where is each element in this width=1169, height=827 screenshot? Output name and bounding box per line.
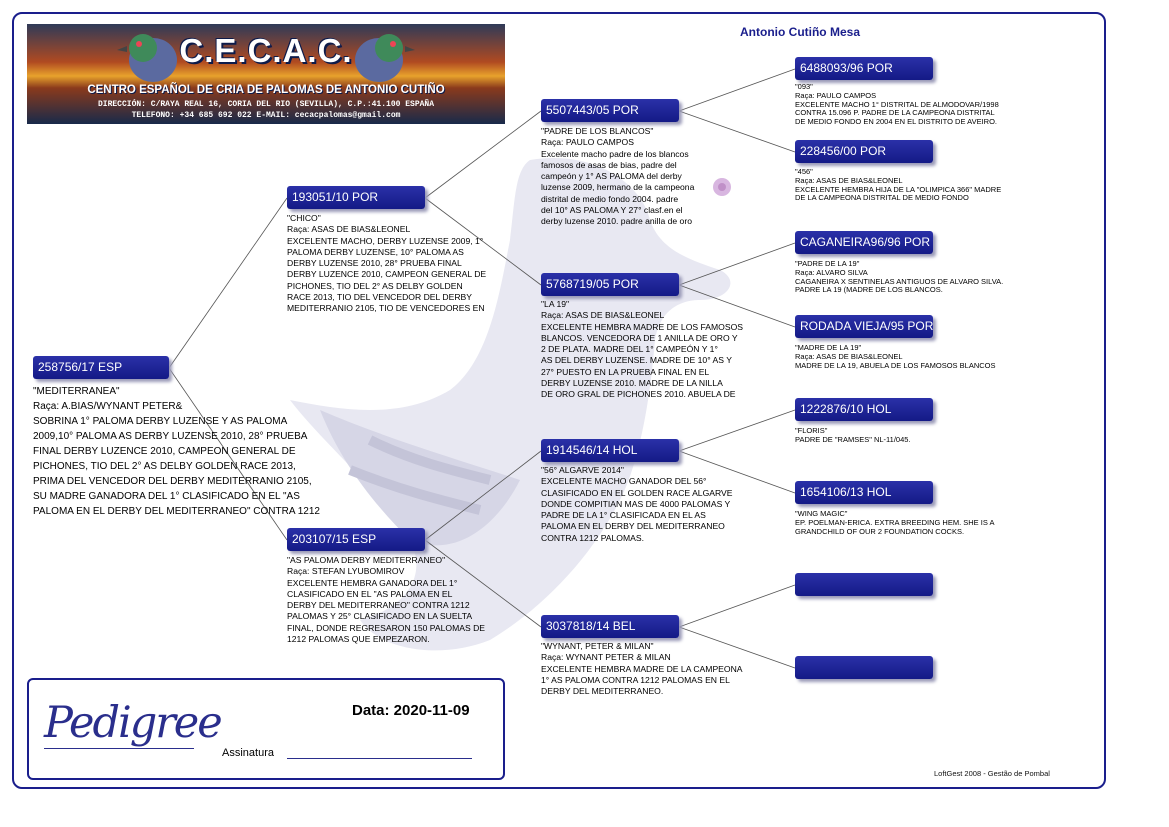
description-line: Raça: STEFAN LYUBOMIROV (287, 566, 405, 577)
ring-box-9[interactable] (795, 231, 933, 254)
description-line: "456" (795, 167, 813, 176)
description-line: distrital de medio fondo 2004. padre (541, 193, 679, 204)
owner-name: Antonio Cutiño Mesa (740, 25, 860, 39)
description-line: campeón y 1° AS PALOMA del derby (541, 171, 682, 182)
description-line: "LA 19" (541, 299, 570, 309)
description-line: PALOMA DERBY LUZENSE, 10° PALOMA AS (287, 246, 464, 257)
description-line: PICHONES, TIO DEL 2° AS DELBY GOLDEN (287, 280, 463, 291)
description-line: SU MADRE GANADORA DEL 1° CLASIFICADO EN EL "AS (33, 491, 300, 502)
bird-description-0 (33, 384, 320, 519)
connector-line (679, 111, 795, 152)
ring-box-2[interactable] (287, 528, 425, 551)
ring-box-8[interactable] (795, 140, 933, 163)
description-line: GRANDCHILD OF OUR 2 FOUNDATION COCKS. (795, 526, 965, 536)
description-line: DE MEDIO FONDO EN 2004 EN EL DISTRITO DE AVEIRO. (795, 117, 997, 127)
description-line: EXCELENTE HEMBRA MADRE DE LOS FAMOSOS (541, 321, 743, 332)
pedigree-date: Data: 2020-11-09 (352, 702, 470, 719)
ring-number: 5768719/05 POR (546, 277, 639, 291)
bird-description-3 (541, 126, 694, 228)
description-line: EXCELENTE MACHO, DERBY LUZENSE 2009, 1° (287, 235, 484, 246)
description-line: PALOMA EN EL DERBY DEL MEDITERRANEO" CONTRA 1212 (33, 506, 320, 517)
description-line: Raça: PAULO CAMPOS (795, 90, 877, 100)
description-line: 27° PUESTO EN LA PRUEBA FINAL EN EL (541, 366, 710, 377)
banner-subtitle: CENTRO ESPAÑOL DE CRIA DE PALOMAS DE ANTONIO CUTIÑO (87, 84, 445, 96)
description-line: PALOMA EN EL DERBY DEL MEDITERRANEO (541, 521, 725, 532)
ring-box-10[interactable] (795, 315, 933, 338)
description-line: PADRE DE LA 1° CLASIFICADA EN EL AS (541, 510, 706, 521)
description-line: DERBY DEL MEDITERRANEO" CONTRA 1212 (287, 600, 470, 611)
description-line: "AS PALOMA DERBY MEDITERRANEO" (287, 555, 446, 565)
description-line: DE ORO GRAL DE PICHONES 2010. ABUELA DE (541, 389, 736, 400)
description-line: FINAL, DONDE REGRESARON 150 PALOMAS DE (287, 622, 486, 633)
bird-description-9 (795, 260, 1003, 295)
description-line: "CHICO" (287, 213, 321, 223)
description-line: EXCELENTE HEMBRA MADRE DE LA CAMPEONA (541, 663, 743, 674)
description-line: 2 DE PLATA. MADRE DEL 1° CAMPEÓN Y 1° (541, 344, 718, 355)
description-line: 1° AS PALOMA CONTRA 1212 PALOMAS EN EL (541, 674, 730, 685)
ring-number: 193051/10 POR (292, 190, 379, 204)
description-line: DERBY LUZENCE 2010, CAMPEON GENERAL DE (287, 269, 487, 280)
description-line: MADRE DE LA 19, ABUELA DE LOS FAMOSOS BLANCOS (795, 360, 996, 370)
description-line: "WING MAGIC" (795, 509, 848, 518)
ring-box-13[interactable] (795, 573, 933, 596)
pedigree-logo: Pedigree (44, 698, 221, 748)
connector-line (679, 410, 795, 451)
description-line: RACE 2013, TIO DEL VENCEDOR DEL DERBY (287, 292, 472, 303)
description-line: MEDITERRANIO 2105, TIO DE VENCEDORES EN (287, 303, 485, 314)
bird-description-2 (287, 555, 485, 645)
connector-line (679, 585, 795, 627)
ring-number: 203107/15 ESP (292, 532, 377, 546)
ring-number: 1914546/14 HOL (546, 443, 638, 457)
description-line: PICHONES, TIO DEL 2° AS DELBY GOLDEN RACE 2013, (33, 461, 296, 472)
description-line: DERBY LUZENSE 2010. MADRE DE LA NILLA (541, 378, 723, 389)
bird-description-7 (795, 83, 999, 127)
description-line: DE LA CAMPEONA DISTRITAL DE MEDIO FONDO (795, 193, 969, 203)
description-line: Excelente macho padre de los blancos (541, 148, 689, 159)
description-line: PADRE DE "RAMSES" NL-11/045. (795, 434, 911, 444)
bird-description-1 (287, 213, 486, 315)
banner-address: DIRECCIÓN: C/RAYA REAL 16, CORIA DEL RIO (SEVILLA), C.P.:41.100 ESPAÑA (97, 100, 435, 109)
description-line: Raça: ASAS DE BIAS&LEONEL (795, 175, 903, 185)
ring-box-12[interactable] (795, 481, 933, 504)
ring-number: 228456/00 POR (800, 144, 887, 158)
description-line: EP. POELMAN-ERICA. EXTRA BREEDING HEM. SHE IS A (795, 517, 995, 527)
description-line: del 10° AS PALOMA Y 27° clasf.en el (541, 205, 683, 216)
ring-number: 6488093/96 POR (800, 61, 893, 75)
description-line: "PADRE DE LA 19" (795, 259, 860, 268)
ring-number: 258756/17 ESP (38, 360, 123, 374)
bird-description-8 (795, 168, 1001, 203)
footer-credit: LoftGest 2008 - Gestão de Pombal (934, 769, 1050, 778)
ring-box-14[interactable] (795, 656, 933, 679)
description-line: EXCELENTE HEMBRA GANADORA DEL 1° (287, 577, 458, 588)
connector-line (425, 451, 541, 540)
signature-line (287, 758, 472, 759)
description-line: luzense 2009, hermano de la campeona (541, 182, 695, 193)
description-line: Raça: PAULO CAMPOS (541, 137, 634, 148)
description-line: DERBY DEL MEDITERRANEO. (541, 686, 664, 697)
ring-number: RODADA VIEJA/95 POR (800, 319, 933, 333)
description-line: Raça: ASAS DE BIAS&LEONEL (287, 224, 411, 235)
description-line: famosos de asas de bias, padre del (541, 159, 677, 170)
description-line: CAGANEIRA X SENTINELAS ANTIGUOS DE ALVARO SILVA. (795, 276, 1004, 286)
ring-box-6[interactable] (541, 615, 679, 638)
ring-number: 1222876/10 HOL (800, 402, 892, 416)
ring-box-5[interactable] (541, 439, 679, 462)
description-line: Raça: ASAS DE BIAS&LEONEL (541, 310, 665, 321)
description-line: "FLORIS" (795, 426, 828, 435)
description-line: CLASIFICADO EN EL "AS PALOMA EN EL (287, 588, 453, 599)
description-line: FINAL DERBY LUZENCE 2010, CAMPEON GENERAL DE (33, 446, 296, 457)
description-line: CONTRA 1212 PALOMAS. (541, 532, 645, 543)
ring-box-7[interactable] (795, 57, 933, 80)
bird-description-5 (541, 465, 733, 544)
description-line: PADRE LA 19 (MADRE DE LOS BLANCOS. (795, 285, 943, 295)
banner-title: C.E.C.A.C. (179, 32, 353, 69)
description-line: BLANCOS. VENCEDORA DE 1 ANILLA DE ORO Y (541, 332, 738, 343)
description-line: "WYNANT, PETER & MILAN" (541, 641, 654, 651)
ring-box-11[interactable] (795, 398, 933, 421)
connector-line (169, 198, 287, 368)
signature-label: Assinatura (222, 747, 274, 759)
description-line: CONTRA 15.096 P. PADRE DE LA CAMPEONA DISTRITAL (795, 108, 995, 118)
description-line: DONDE COMPITIAN MAS DE 4000 PALOMAS Y (541, 498, 731, 509)
ring-box-3[interactable] (541, 99, 679, 122)
description-line: Raça: ASAS DE BIAS&LEONEL (795, 351, 903, 361)
description-line: EXCELENTE MACHO GANADOR DEL 56° (541, 476, 707, 487)
description-line: PALOMAS Y 25° CLASIFICADO EN LA SUELTA (287, 611, 473, 622)
description-line: "093" (795, 82, 813, 91)
description-line: Raça: A.BIAS/WYNANT PETER& (33, 401, 183, 412)
pedigree-card (27, 678, 505, 780)
ring-box-1[interactable] (287, 186, 425, 209)
description-line: "MEDITERRANEA" (33, 386, 120, 397)
description-line: derby luzense 2010. padre anilla de oro (541, 216, 692, 227)
bird-description-4 (541, 299, 743, 401)
connector-line (679, 69, 795, 111)
description-line: 2009,10° PALOMA AS DERBY LUZENSE 2010, 28° PRUEBA (33, 431, 308, 442)
ring-number: 3037818/14 BEL (546, 619, 636, 633)
description-line: EXCELENTE MACHO 1° DISTRITAL DE ALMODOVAR/1998 (795, 99, 999, 109)
bird-description-11 (795, 427, 911, 445)
description-line: "PADRE DE LOS BLANCOS" (541, 126, 654, 136)
bird-description-6 (541, 641, 743, 697)
description-line: EXCELENTE HEMBRA HIJA DE LA "OLIMPICA 366" MADRE (795, 184, 1002, 194)
bird-description-12 (795, 510, 995, 536)
bird-description-10 (795, 344, 996, 370)
ring-number: CAGANEIRA96/96 POR (800, 235, 931, 249)
description-line: "56° ALGARVE 2014" (541, 465, 624, 475)
description-line: Raça: WYNANT PETER & MILAN (541, 652, 671, 663)
connector-line (679, 243, 795, 285)
description-line: DERBY LUZENSE 2010, 28° PRUEBA FINAL (287, 258, 462, 269)
description-line: PRIMA DEL VENCEDOR DEL DERBY MEDITERRANIO 2105, (33, 476, 312, 487)
ring-number: 5507443/05 POR (546, 103, 639, 117)
connector-line (425, 111, 541, 198)
ring-number: 1654106/13 HOL (800, 485, 892, 499)
ring-box-4[interactable] (541, 273, 679, 296)
banner-phone: TELEFONO: +34 685 692 022 E-MAIL: cecacpalomas@gmail.com (131, 111, 401, 120)
description-line: Raça: ALVARO SILVA (795, 267, 868, 277)
ring-box-0[interactable] (33, 356, 169, 379)
description-line: "MADRE DE LA 19" (795, 343, 862, 352)
description-line: AS DEL DERBY LUZENSE. MADRE DE 10° AS Y (541, 355, 732, 366)
description-line: CLASIFICADO EN EL GOLDEN RACE ALGARVE (541, 487, 733, 498)
description-line: SOBRINA 1° PALOMA DERBY LUZENSE Y AS PALOMA (33, 416, 288, 427)
description-line: 1212 PALOMAS QUE EMPEZARON. (287, 634, 430, 645)
